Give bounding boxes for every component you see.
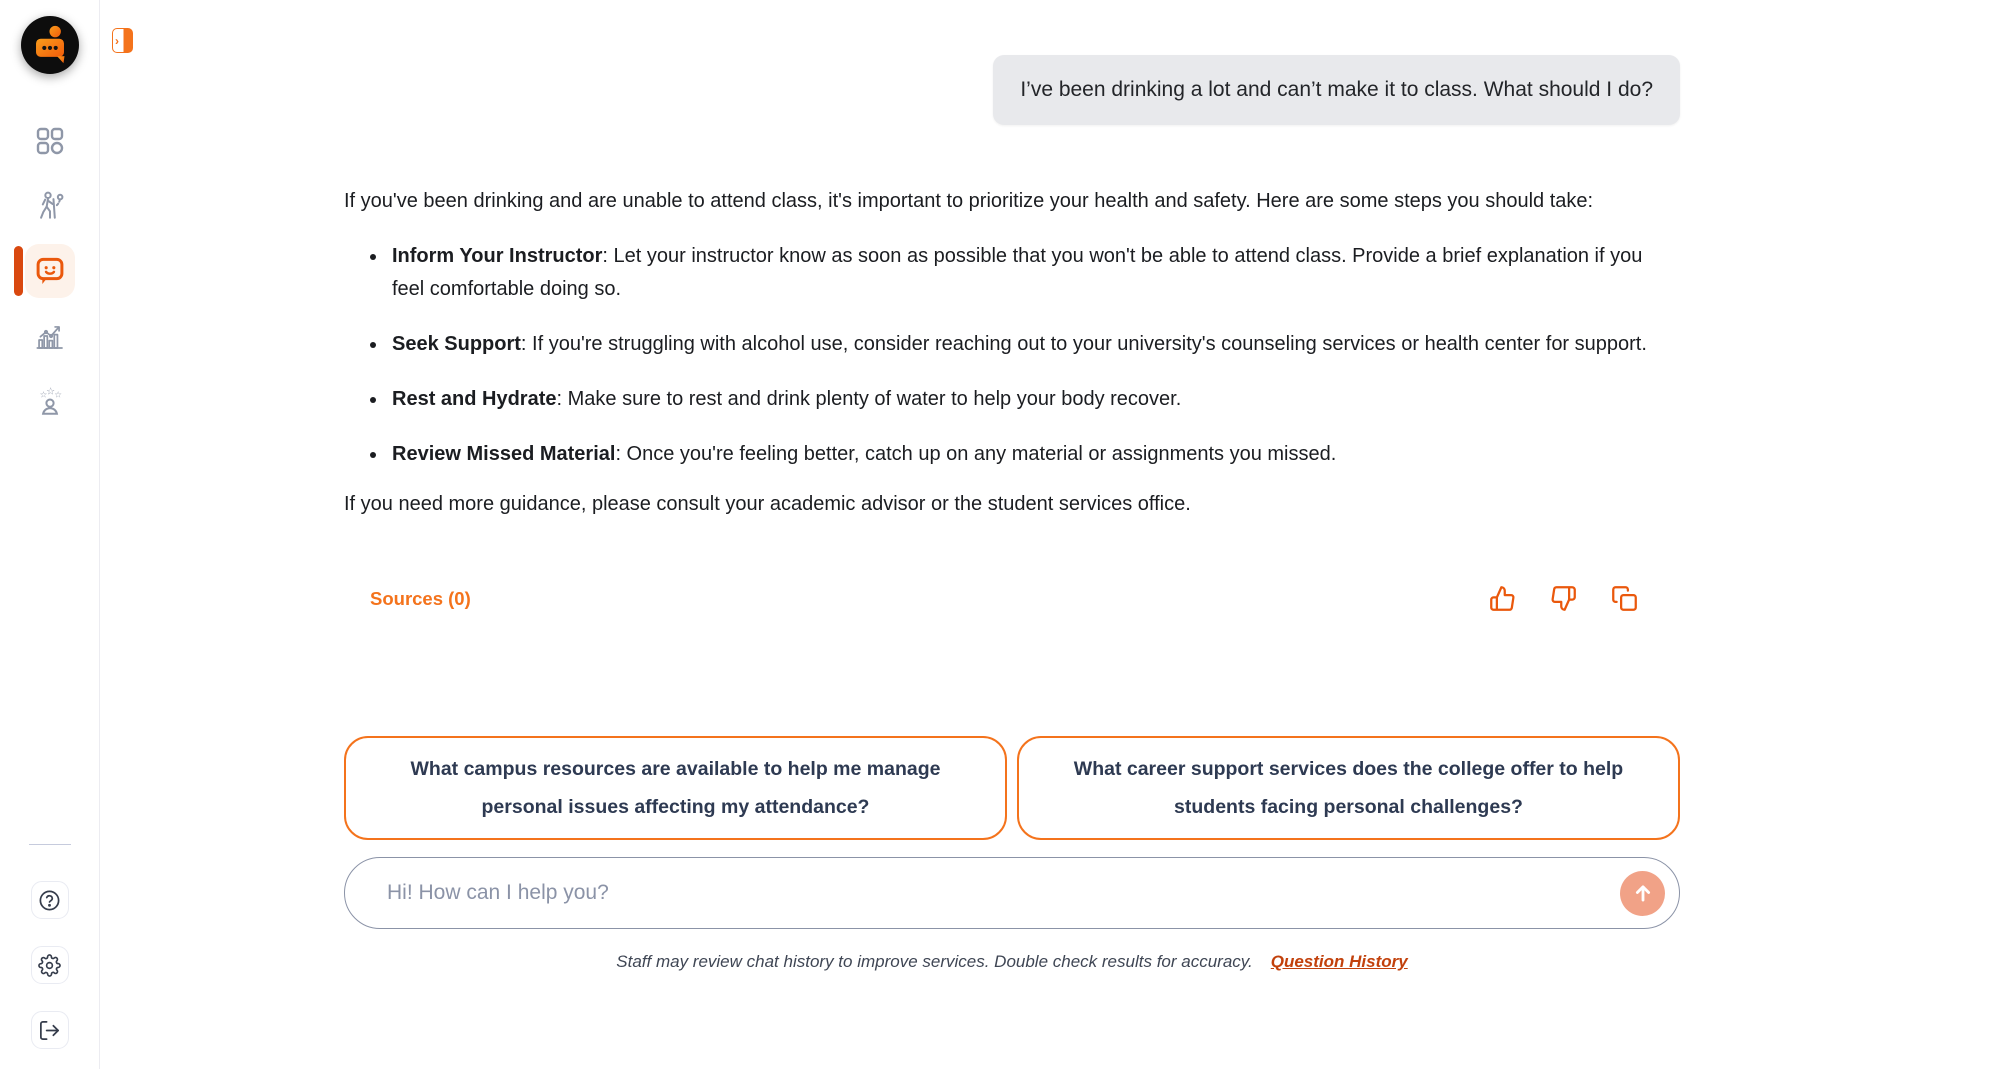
assistant-bullet-list	[344, 240, 1680, 471]
thumbs-up-button[interactable]	[1489, 585, 1516, 612]
chat-bubble-face-icon	[33, 254, 67, 288]
dashboard-grid-icon	[34, 125, 66, 157]
person-stars-icon	[34, 385, 66, 417]
chatbot-logo-icon	[21, 16, 79, 74]
svg-text:☆: ☆	[53, 390, 62, 401]
disclaimer-text: Staff may review chat history to improve services. Double check results for accuracy.	[616, 952, 1253, 971]
copy-button[interactable]	[1611, 585, 1638, 612]
list-item	[388, 383, 1680, 416]
bullet-body: : Once you're feeling better, catch up on any material or assignments you missed.	[615, 443, 1337, 465]
user-message-row	[344, 55, 1680, 125]
sidebar-expand-icon: ›	[115, 33, 119, 48]
active-indicator-bar	[14, 246, 23, 296]
chat-footer-note	[344, 952, 1680, 972]
help-button[interactable]	[31, 881, 69, 919]
app-logo[interactable]	[21, 16, 79, 74]
thumbs-up-icon	[1489, 585, 1516, 612]
sidebar	[0, 0, 100, 1069]
send-arrow-icon	[1630, 880, 1656, 906]
sources-button[interactable]: Sources (0)	[370, 587, 471, 609]
sidebar-item-chat[interactable]	[25, 244, 75, 298]
bullet-body: : Let your instructor know as soon as possible that you won't be able to attend class. Provide a brief explanation if you feel comfortable doing so.	[392, 245, 1643, 300]
user-message-bubble: I’ve been drinking a lot and can’t make it to class. What should I do?	[993, 55, 1680, 125]
chat-input[interactable]	[387, 881, 1620, 905]
sidebar-divider	[29, 844, 71, 845]
suggestion-button-campus-resources[interactable]: What campus resources are available to help me manage personal issues affecting my attendance?	[344, 736, 1007, 840]
svg-text:☆: ☆	[45, 386, 55, 398]
journey-hiker-icon	[34, 190, 66, 222]
chat-content	[344, 0, 1680, 972]
message-actions	[1489, 585, 1638, 612]
question-history-link[interactable]: Question History	[1270, 952, 1408, 971]
send-button[interactable]	[1620, 871, 1665, 916]
svg-text:☆: ☆	[39, 390, 47, 401]
settings-button[interactable]	[31, 946, 69, 984]
assistant-closing: If you need more guidance, please consult your academic advisor or the student services office.	[344, 493, 1191, 515]
sidebar-bottom-group	[29, 844, 71, 1049]
bullet-title: Seek Support	[392, 333, 521, 355]
sidebar-item-community[interactable]	[25, 374, 75, 428]
logout-icon	[38, 1019, 61, 1042]
sidebar-item-journey[interactable]	[25, 179, 75, 233]
list-item	[388, 240, 1680, 306]
bullet-body: : If you're struggling with alcohol use, consider reaching out to your university's counseling services or health center for support.	[520, 333, 1647, 355]
settings-gear-icon	[38, 954, 61, 977]
bullet-title: Review Missed Material	[392, 443, 616, 465]
thumbs-down-button[interactable]	[1550, 585, 1577, 612]
assistant-intro: If you've been drinking and are unable to attend class, it's important to prioritize your health and safety. Here are some steps you should take:	[344, 190, 1594, 212]
help-icon	[38, 889, 61, 912]
sidebar-nav	[25, 114, 75, 428]
analytics-chart-icon	[34, 320, 66, 352]
bullet-body: : Make sure to rest and drink plenty of water to help your body recover.	[556, 388, 1182, 410]
bullet-title: Rest and Hydrate	[392, 388, 557, 410]
thumbs-down-icon	[1550, 585, 1577, 612]
list-item	[388, 438, 1680, 471]
suggestion-button-career-support[interactable]: What career support services does the college offer to help students facing personal challenges?	[1017, 736, 1680, 840]
sidebar-toggle-button[interactable]	[112, 28, 133, 53]
sidebar-item-analytics[interactable]	[25, 309, 75, 363]
suggested-questions	[344, 736, 1680, 840]
message-footer	[344, 585, 1680, 612]
logout-button[interactable]	[31, 1011, 69, 1049]
list-item	[388, 328, 1680, 361]
assistant-message	[344, 185, 1680, 521]
chat-main	[100, 0, 2000, 1069]
sidebar-item-dashboard[interactable]	[25, 114, 75, 168]
copy-icon	[1611, 585, 1638, 612]
bullet-title: Inform Your Instructor	[392, 245, 603, 267]
chat-input-bar[interactable]	[344, 857, 1680, 929]
